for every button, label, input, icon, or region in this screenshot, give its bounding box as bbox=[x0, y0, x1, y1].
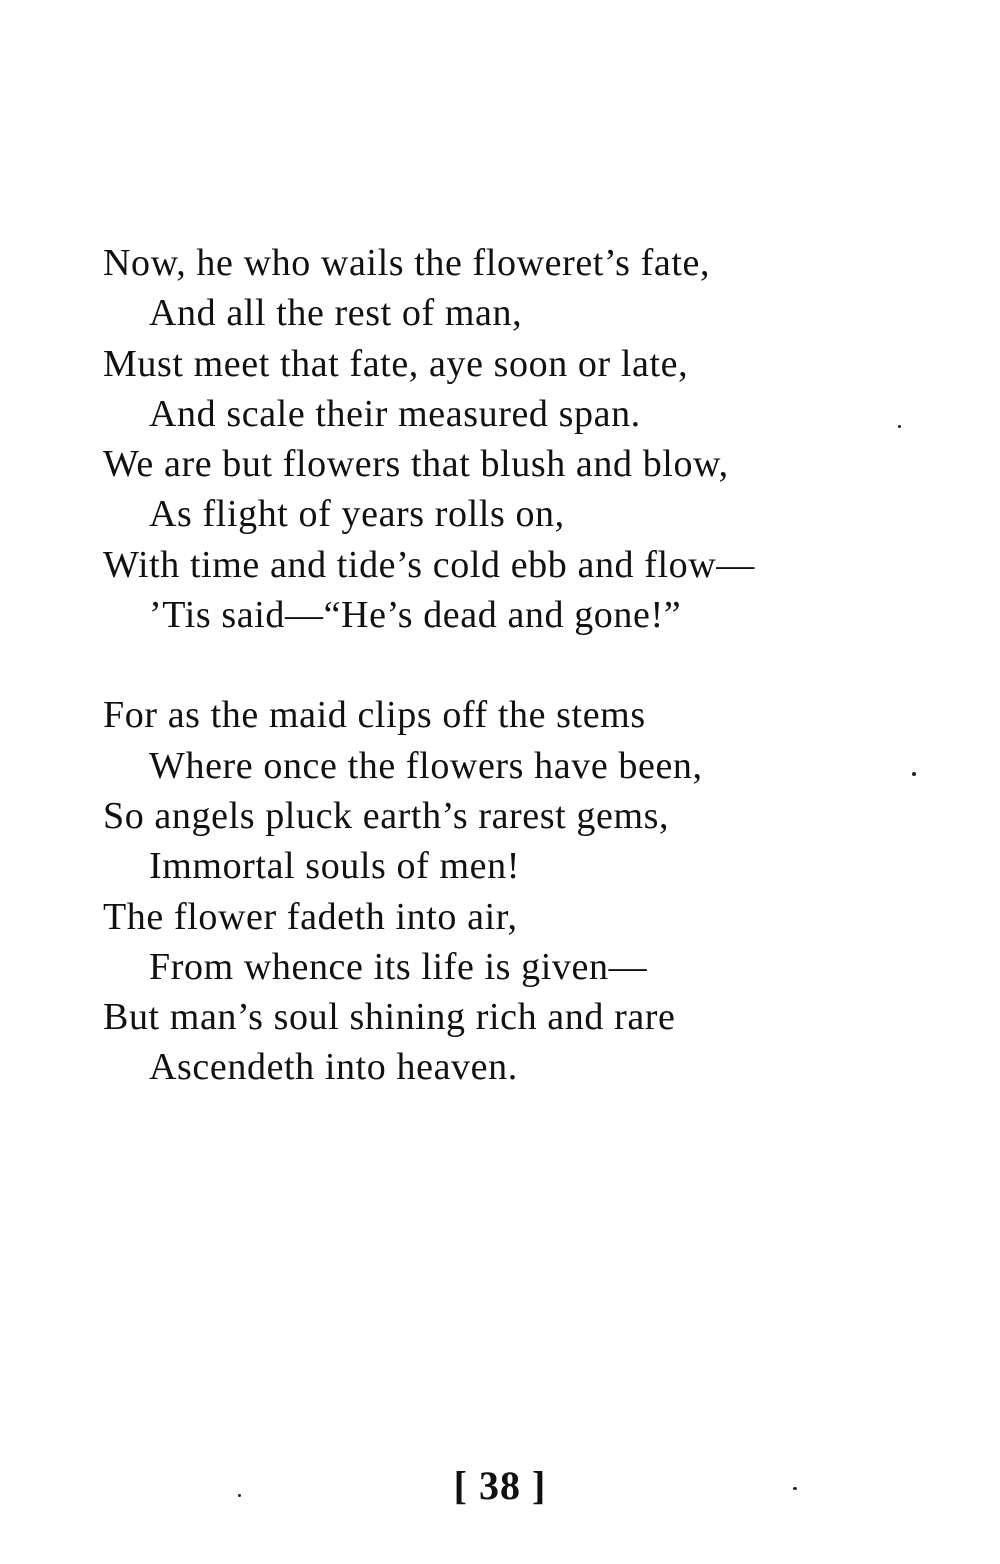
verse-line: We are but flowers that blush and blow, bbox=[103, 443, 729, 486]
poem-body bbox=[103, 238, 963, 1093]
print-speck bbox=[898, 425, 901, 428]
verse-line: Now, he who wails the floweret’s fate, bbox=[103, 242, 711, 284]
verse-line: And all the rest of man, bbox=[149, 292, 523, 335]
verse-line: For as the maid clips off the stems bbox=[103, 694, 646, 737]
stanza-1 bbox=[103, 238, 963, 640]
page-number: [ 38 ] bbox=[453, 1463, 547, 1508]
verse-line: Where once the flowers have been, bbox=[149, 744, 703, 787]
verse-line: And scale their measured span. bbox=[149, 392, 641, 435]
verse-line: As flight of years rolls on, bbox=[149, 493, 565, 536]
verse-line: The flower fadeth into air, bbox=[103, 895, 518, 938]
stanza-2 bbox=[103, 690, 963, 1092]
verse-line: Immortal souls of men! bbox=[149, 845, 520, 888]
print-speck bbox=[912, 772, 916, 776]
verse-line: ’Tis said—“He’s dead and gone!” bbox=[149, 594, 682, 637]
verse-line: Ascendeth into heaven. bbox=[149, 1046, 518, 1089]
verse-line: From whence its life is given— bbox=[149, 945, 648, 988]
verse-line: But man’s soul shining rich and rare bbox=[103, 996, 676, 1039]
verse-line: So angels pluck earth’s rarest gems, bbox=[103, 794, 670, 837]
verse-line: Must meet that fate, aye soon or late, bbox=[103, 342, 689, 385]
verse-line: With time and tide’s cold ebb and flow— bbox=[103, 543, 755, 586]
